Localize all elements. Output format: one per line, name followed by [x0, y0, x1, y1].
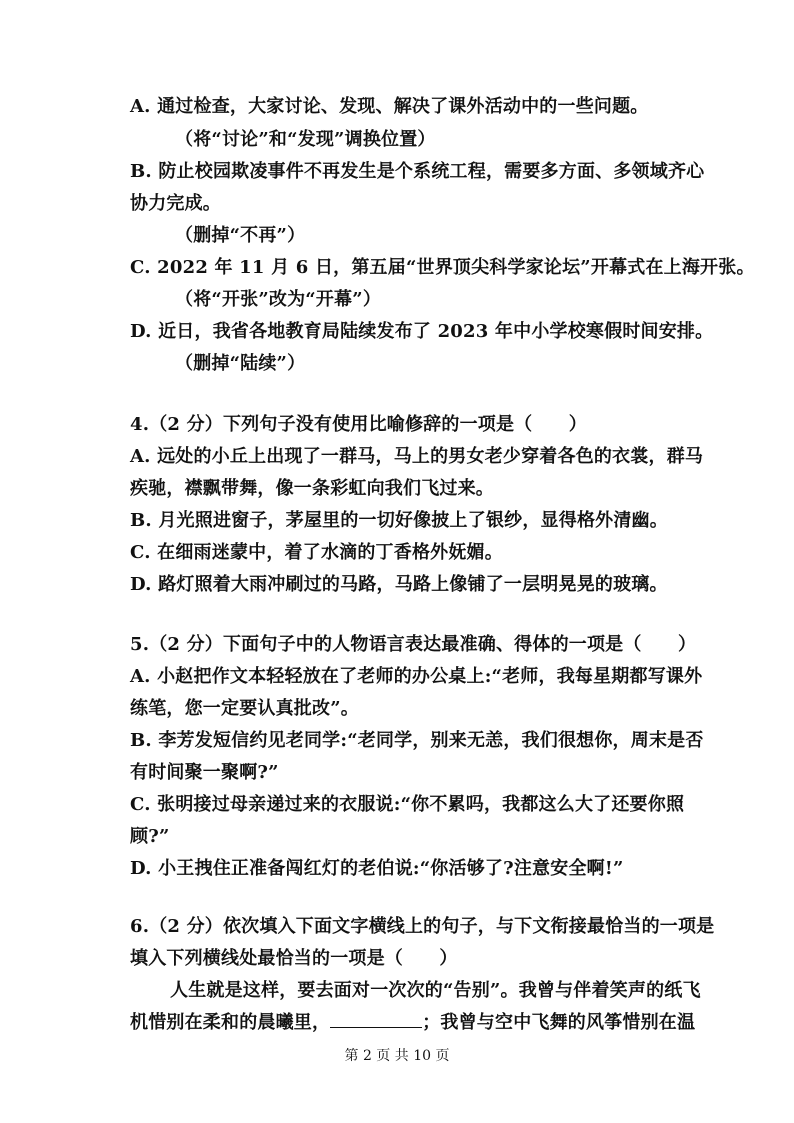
- q4-option-c: C. 在细雨迷蒙中，着了水滴的丁香格外妩媚。: [130, 542, 503, 563]
- q6-passage-line2-after: ；我曾与空中飞舞的风筝惜别在温: [422, 1012, 696, 1033]
- q3-option-a-note: （将“讨论”和“发现”调换位置）: [175, 129, 436, 150]
- q3-option-c-note: （将“开张”改为“开幕”）: [175, 289, 382, 310]
- q6-stem-line1: 6.（2 分）依次填入下面文字横线上的句子，与下文衔接最恰当的一项是: [130, 916, 715, 937]
- q3-option-b-note: （删掉“不再”）: [175, 225, 306, 246]
- q3-option-b-line2: 协力完成。: [130, 193, 221, 214]
- q6-passage-line2: [130, 1008, 695, 1034]
- q3-option-b-line1: B. 防止校园欺凌事件不再发生是个系统工程，需要多方面、多领域齐心: [130, 161, 705, 182]
- q4-option-d: D. 路灯照着大雨冲刷过的马路，马路上像铺了一层明晃晃的玻璃。: [130, 574, 668, 595]
- q5-option-b-line2: 有时间聚一聚啊?”: [130, 762, 279, 783]
- q5-stem: 5.（2 分）下面句子中的人物语言表达最准确、得体的一项是（ ）: [130, 634, 697, 655]
- q6-stem-line2: 填入下列横线处最恰当的一项是（ ）: [130, 948, 458, 969]
- q4-option-a-line2: 疾驰，襟飘带舞，像一条彩虹向我们飞过来。: [130, 478, 494, 499]
- q4-option-b: B. 月光照进窗子，茅屋里的一切好像披上了银纱，显得格外清幽。: [130, 510, 668, 531]
- q3-option-d: D. 近日，我省各地教育局陆续发布了 2023 年中小学校寒假时间安排。: [130, 321, 714, 342]
- q3-option-d-note: （删掉“陆续”）: [175, 353, 306, 374]
- q5-option-a-line2: 练笔，您一定要认真批改”。: [130, 698, 359, 719]
- q5-option-d: D. 小王拽住正准备闯红灯的老伯说:“你活够了?注意安全啊!”: [130, 858, 624, 879]
- q3-option-c: C. 2022 年 11 月 6 日，第五届“世界顶尖科学家论坛”开幕式在上海开张。: [130, 257, 755, 278]
- q4-option-a-line1: A. 远处的小丘上出现了一群马，马上的男女老少穿着各色的衣裳，群马: [130, 446, 704, 467]
- q5-option-b-line1: B. 李芳发短信约见老同学:“老同学，别来无恙，我们很想你，周末是否: [130, 730, 704, 751]
- q5-option-c-line1: C. 张明接过母亲递过来的衣服说:“你不累吗，我都这么大了还要你照: [130, 794, 685, 815]
- q3-option-a: A. 通过检查，大家讨论、发现、解决了课外活动中的一些问题。: [130, 96, 649, 117]
- q5-option-a-line1: A. 小赵把作文本轻轻放在了老师的办公桌上:“老师，我每星期都写课外: [130, 666, 703, 687]
- q4-stem: 4.（2 分）下列句子没有使用比喻修辞的一项是（ ）: [130, 414, 587, 435]
- fill-in-blank[interactable]: [330, 1013, 422, 1028]
- q6-passage-line2-before: 机惜别在柔和的晨曦里，: [130, 1012, 331, 1033]
- q6-passage-line1: 人生就是这样，要去面对一次次的“告别”。我曾与伴着笑声的纸飞: [170, 980, 701, 1001]
- page-footer: 第 2 页 共 10 页: [344, 1048, 450, 1064]
- q5-option-c-line2: 顾?”: [130, 826, 170, 847]
